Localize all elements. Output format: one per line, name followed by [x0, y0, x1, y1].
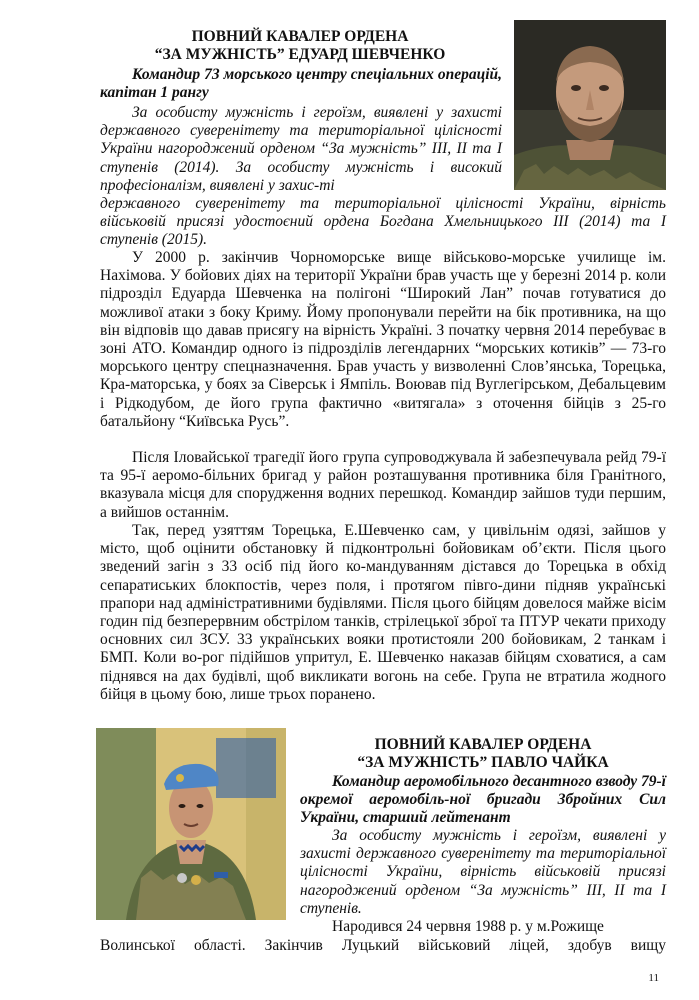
page-number: 11	[648, 972, 659, 984]
article1-paragraph-2: Після Іловайської трагедії його група супроводжувала й забезпечувала рейд 79-ї та 95-ї аеромо-більних бригад у район розташування противника біля Гранітного, вказувала місця для спорудження водних перешкод. Командир зайшов туди першим, а вийшов останнім.	[100, 449, 666, 521]
portrait-photo-chaika	[96, 728, 286, 920]
article1-award-text-cont: державного суверенітету та територіальної цілісності України, вірність військовій присязі удостоєний ордена Богдана Хмельницького ІІІ (2014) та І ступенів (2015).	[100, 195, 666, 249]
article2-subtitle: Командир аеромобільного десантного взводу 79-ї окремої аеромобіль-ної бригади Збройних Сил України, старший лейтенант	[300, 773, 666, 826]
portrait-photo-shevchenko	[514, 20, 666, 190]
article1-paragraph-1: У 2000 р. закінчив Чорноморське вище військово-морське училище ім. Нахімова. У бойових діях на території України брав участь ще у березні 2014 р. коли підрозділ Едуарда Шевченка на полігоні “Широкий Лан” почав готуватися до можливої атаки з боку Криму. Йому пропонували перейти на бік противника, на що він відповів що давав присягу на вірність Україні. З початку червня 2014 перебуває в зоні АТО. Командир одного із підрозділів легендарних “морських котиків” — 73-го морського центру спецназначення. Брав участь у визволенні Слов’янська, Торецька, Кра-маторська, у боях за Сіверськ і Ямпіль. Воював під Вуглегірськом, Дебальцевим і Рідкодубом, де його група фактично «витягала» з оточення бійців з 25-го батальйону “Київська Русь”.	[100, 249, 666, 430]
article2-award-text: За особисту мужність і героїзм, виявлені у захисті державного суверенітету та територіальної цілісності України, вірність військовій присязі нагороджений орденом “За мужність” ІІІ, ІІ та І ступенів.	[300, 827, 666, 917]
article1-title-line2: “ЗА МУЖНІСТЬ” ЕДУАРД ШЕВЧЕНКО	[154, 46, 446, 63]
article1-award-text: За особисту мужність і героїзм, виявлені у захисті державного суверенітету та територіальної цілісності України нагороджений орденом “За мужність” ІІІ, ІІ та І ступенів (2014). За особисту мужність і високий професіоналізм, виявлені у захис-ті	[100, 104, 502, 194]
article1-subtitle: Командир 73 морського центру спеціальних операцій, капітан 1 рангу	[100, 66, 502, 101]
article2-title-line1: ПОВНИЙ КАВАЛЕР ОРДЕНА	[374, 736, 592, 753]
article2-title-line2: “ЗА МУЖНІСТЬ” ПАВЛО ЧАЙКА	[357, 754, 609, 771]
article2-bio-start: Народився 24 червня 1988 р. у м.Рожище	[332, 918, 604, 935]
article2-bio-cont: Волинської області. Закінчив Луцький військовий ліцей, здобув вищу	[100, 937, 666, 954]
article1-paragraph-3: Так, перед узяттям Торецька, Е.Шевченко сам, у цивільнім одязі, зайшов у місто, щоб оцінити обстановку й підконтрольні бойовикам об’єкти. Після цього зведений загін з 33 осіб під його ко-мандуванням дістався до Торецька в обхід сепаратиських блокпостів, через поля, і протягом півго-дини підняв українські прапори над адміністративними будівлями. Після цього бійцям довелося майже вісім годин під безперервним обстрілом танків, стрілецької зброї та ПТУР чекати приходу основних сил ЗСУ. 33 українських вояки протистояли 200 бойовикам, 2 танкам і БМП. Коли во-рог підійшов упритул, Е. Шевченко наказав бійцям сховатися, а сам піднявся на дах будівлі, щоб викликати вогонь на себе. Група не втратила жодного бійця в цьому бою, лише трьох поранено.	[100, 522, 666, 703]
article1-title-line1: ПОВНИЙ КАВАЛЕР ОРДЕНА	[191, 28, 409, 45]
